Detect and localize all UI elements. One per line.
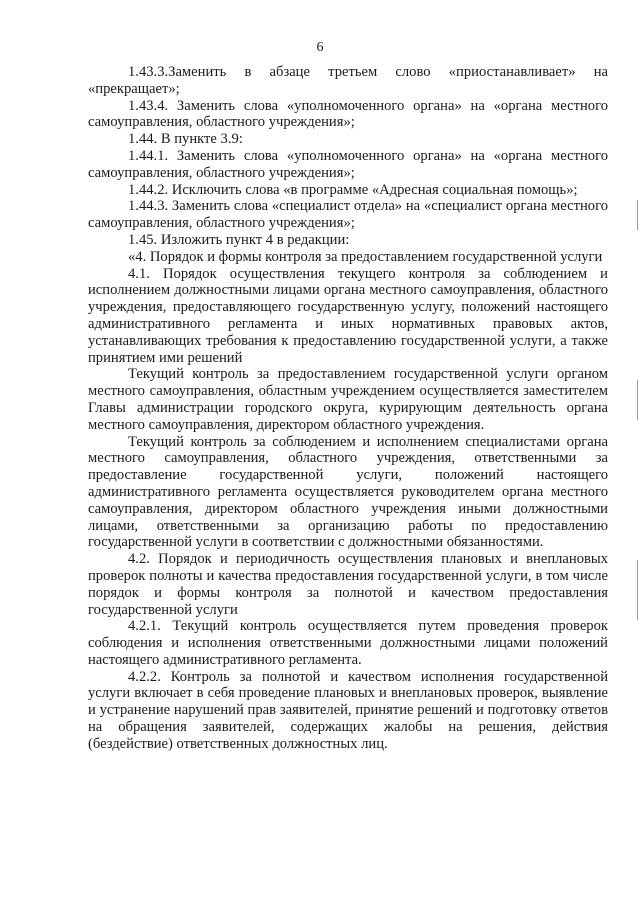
paragraph-1-44-3: 1.44.3. Заменить слова «специалист отдела» на «специалист органа местного самоуправления, областного учреждения»; <box>88 198 608 232</box>
paragraph-1-43-3: 1.43.3.Заменить в абзаце третьем слово «приостанавливает» на «прекращает»; <box>88 64 608 97</box>
scan-edge-mark <box>637 200 638 230</box>
paragraph-1-44-1: 1.44.1. Заменить слова «уполномоченного органа» на «органа местного самоуправления, областного учреждения»; <box>88 147 608 181</box>
section-4-heading: «4. Порядок и формы контроля за предоставлением государственной услуги <box>128 248 603 265</box>
paragraph-4-2: 4.2. Порядок и периодичность осуществления плановых и внеплановых проверок полноты и качества предоставления государственной услуги, в том числе порядок и формы контроля за полнотой и качеством предоставления государственной услуги <box>88 551 608 618</box>
paragraph-1-44: 1.44. В пункте 3.9: <box>128 131 243 148</box>
paragraph-current-control-1: Текущий контроль за предоставлением государственной услуги органом местного самоуправления, областным учреждением осуществляется заместителем Главы администрации городского округа, курирующим деятельность органа местного самоуправления, директором областного учреждения. <box>88 366 608 433</box>
scan-edge-mark <box>637 560 638 620</box>
paragraph-4-2-2: 4.2.2. Контроль за полнотой и качеством исполнения государственной услуги включает в себя проведение плановых и внеплановых проверок, выявление и устранение нарушений прав заявителей, принятие решений и подготовку ответов на обращения заявителей, содержащих жалобы на решения, действия (бездействие) ответственных должностных лиц. <box>88 668 608 752</box>
paragraph-4-2-1: 4.2.1. Текущий контроль осуществляется путем проведения проверок соблюдения и исполнения ответственными должностными лицами положений настоящего административного регламента. <box>88 618 608 668</box>
paragraph-4-1: 4.1. Порядок осуществления текущего контроля за соблюдением и исполнением должностными лицами органа местного самоуправления, областного учреждения, предоставляющего государственную услугу, положений настоящего административного регламента и иных нормативных правовых актов, устанавливающих требования к предоставлению государственной услуги, а также принятием ими решений <box>88 265 608 366</box>
paragraph-1-44-2: 1.44.2. Исключить слова «в программе «Адресная социальная помощь»; <box>128 181 578 198</box>
page-number: 6 <box>316 40 324 55</box>
paragraph-1-43-4: 1.43.4. Заменить слова «уполномоченного органа» на «органа местного самоуправления, областного учреждения»; <box>88 97 608 131</box>
document-body <box>88 64 608 753</box>
paragraph-1-45: 1.45. Изложить пункт 4 в редакции: <box>128 231 350 248</box>
scan-edge-mark <box>637 380 638 420</box>
paragraph-current-control-2: Текущий контроль за соблюдением и исполнением специалистами органа местного самоуправления, областного учреждения, ответственными за предоставление государственной услуги, положений настоящего административного регламента осуществляется руководителем органа местного самоуправления, директором областного учреждения иными должностными лицами, ответственными за организацию работы по предоставлению государственной услуги в соответствии с должностными обязанностями. <box>88 433 608 551</box>
